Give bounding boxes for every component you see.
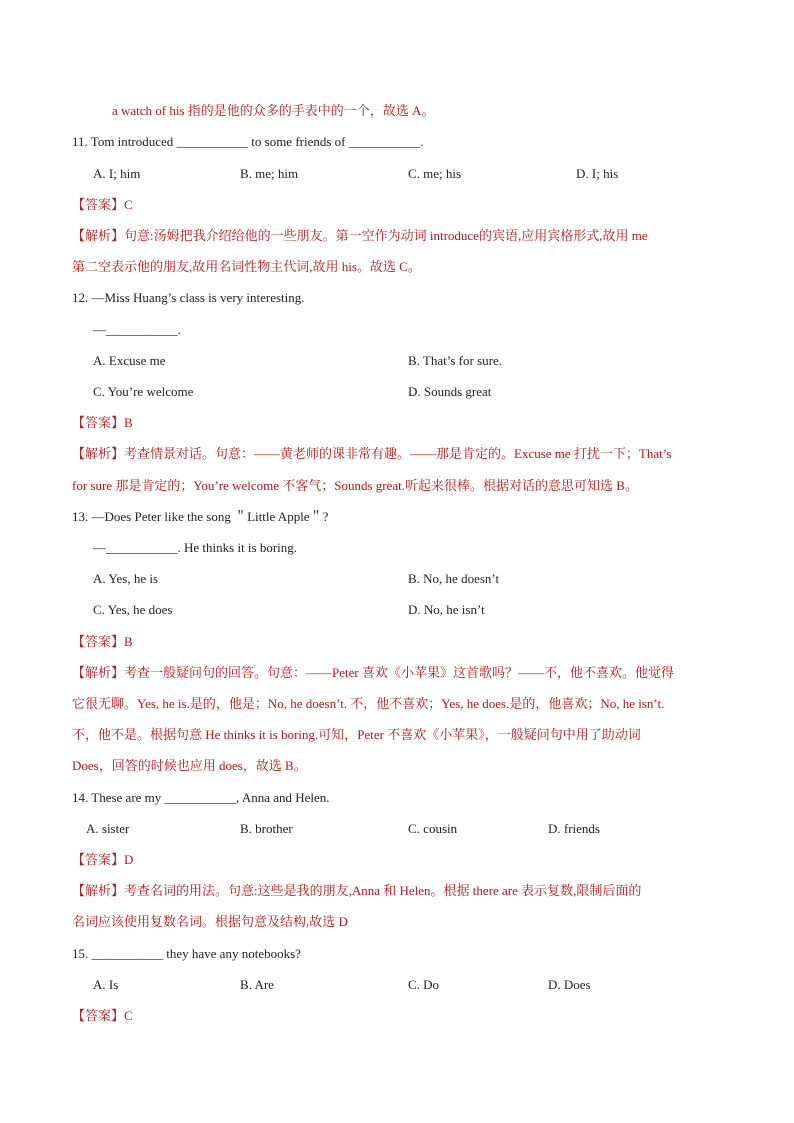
option-13-c: C. Yes, he does <box>93 602 173 617</box>
option-12-c: C. You’re welcome <box>93 384 194 399</box>
option-14-c: C. cousin <box>408 821 458 836</box>
option-11-c: C. me; his <box>408 166 462 181</box>
option-15-b: B. Are <box>240 977 274 992</box>
option-11-d: D. I; his <box>576 166 619 181</box>
question-11: 11. Tom introduced ___________ to some friends of ___________. <box>72 134 424 149</box>
explanation-13-line3: 不，他不是。根据句意 He thinks it is boring.可知，Peter 不喜欢《小苹果》，一般疑问句中用了助动词 <box>72 727 641 742</box>
option-15-d: D. Does <box>548 977 591 992</box>
option-12-a: A. Excuse me <box>93 353 166 368</box>
explanation-13-line4: Does，回答的时候也应用 does，故选 B。 <box>72 758 307 773</box>
answer-11: 【答案】C <box>72 197 133 212</box>
explanation-14-line2: 名词应该使用复数名词。根据句意及结构,故选 D <box>72 914 348 929</box>
option-11-b: B. me; him <box>240 166 299 181</box>
option-12-d: D. Sounds great <box>408 384 492 399</box>
explanation-12-line1: 【解析】考查情景对话。句意：——黄老师的课非常有趣。——那是肯定的。Excuse me 打扰一下；That’s <box>72 446 672 461</box>
option-14-d: D. friends <box>548 821 600 836</box>
question-13: 13. —Does Peter like the song ＂Little Apple＂? <box>72 509 329 524</box>
option-15-c: C. Do <box>408 977 440 992</box>
answer-14: 【答案】D <box>72 852 134 867</box>
explanation-line: a watch of his 指的是他的众多的手表中的一个，故选 A。 <box>112 103 435 118</box>
question-14: 14. These are my ___________, Anna and Helen. <box>72 790 330 805</box>
explanation-12-line2: for sure 那是肯定的；You’re welcome 不客气；Sounds great.听起来很棒。根据对话的意思可知选 B。 <box>72 478 638 493</box>
option-13-d: D. No, he isn’t <box>408 602 485 617</box>
option-14-a: A. sister <box>86 821 130 836</box>
explanation-11-line2: 第二空表示他的朋友,故用名词性物主代词,故用 his。故选 C。 <box>72 259 421 274</box>
explanation-13-line1: 【解析】考查一般疑问句的回答。句意：——Peter 喜欢《小苹果》这首歌吗？——不，他不喜欢。他觉得 <box>72 665 674 680</box>
option-15-a: A. Is <box>93 977 119 992</box>
explanation-14-line1: 【解析】考查名词的用法。句意:这些是我的朋友,Anna 和 Helen。根据 there are 表示复数,限制后面的 <box>72 883 642 898</box>
question-12: 12. —Miss Huang’s class is very interesting. <box>72 290 305 305</box>
answer-12: 【答案】B <box>72 415 133 430</box>
answer-13: 【答案】B <box>72 634 133 649</box>
question-12-response: —___________. <box>93 322 181 337</box>
answer-15: 【答案】C <box>72 1008 133 1023</box>
explanation-13-line2: 它很无聊。Yes, he is.是的，他是；No, he doesn’t. 不，他不喜欢；Yes, he does.是的，他喜欢；No, he isn’t. <box>72 696 665 711</box>
option-14-b: B. brother <box>240 821 293 836</box>
option-11-a: A. I; him <box>93 166 141 181</box>
question-15: 15. ___________ they have any notebooks? <box>72 946 301 961</box>
option-13-b: B. No, he doesn’t <box>408 571 500 586</box>
question-13-response: —___________. He thinks it is boring. <box>93 540 298 555</box>
option-12-b: B. That’s for sure. <box>408 353 502 368</box>
option-13-a: A. Yes, he is <box>93 571 159 586</box>
explanation-11-line1: 【解析】句意:汤姆把我介绍给他的一些朋友。第一空作为动词 introduce的宾语,应用宾格形式,故用 me <box>72 228 648 243</box>
